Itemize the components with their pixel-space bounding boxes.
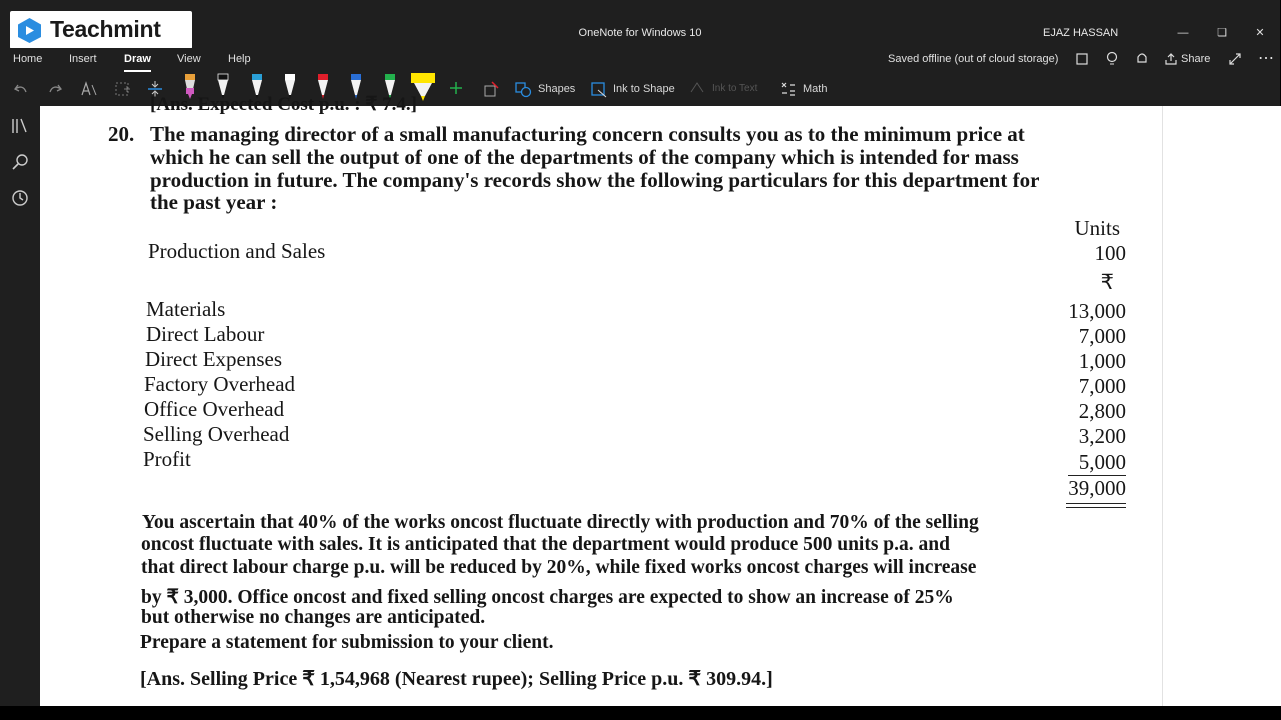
row-value-direct-expenses: 1,000 [1078,349,1126,373]
row-value-materials: 13,000 [1068,299,1126,323]
row-label-materials: Materials [146,297,226,321]
menu-bar [0,48,1280,72]
left-sidebar [0,106,40,706]
page-margin [1162,106,1281,706]
type-select-icon[interactable] [80,81,98,97]
lightbulb-icon[interactable] [1105,51,1119,67]
bell-icon[interactable] [1135,51,1149,67]
sync-status: Saved offline (out of cloud storage) [888,53,1059,65]
cut-top-line: [Ans. Expected Cost p.u. : ₹ 7.4.] [150,94,418,115]
closing-line-4: by ₹ 3,000. Office oncost and fixed selling oncost charges are expected to show an increase of 25% [141,587,954,608]
total-rule-double-2 [1066,507,1126,508]
production-label: Production and Sales [148,239,326,263]
ruler-eraser-icon[interactable] [482,80,500,98]
note-page[interactable] [40,94,1162,706]
scanned-document [40,94,1162,706]
math-icon[interactable] [779,80,797,98]
search-icon[interactable] [10,152,30,172]
notebooks-icon[interactable] [10,116,30,136]
menu-insert[interactable]: Insert [69,53,97,65]
para-line-1: The managing director of a small manufacturing concern consults you as to the minimum price at [150,122,1025,146]
ink-to-text-icon [689,80,707,98]
row-label-profit: Profit [143,447,191,471]
row-label-selling-overhead: Selling Overhead [143,422,290,446]
title-bar [0,0,1280,48]
ink-to-text-button: Ink to Text [712,83,758,94]
fullscreen-icon[interactable] [1228,52,1242,66]
menu-view[interactable]: View [177,53,201,65]
undo-icon[interactable] [13,82,29,96]
add-pen-icon[interactable] [449,81,463,95]
recent-icon[interactable] [10,188,30,208]
restore-icon[interactable]: ❏ [1217,27,1227,39]
closing-line-6: Prepare a statement for submission to your client. [140,632,554,653]
ink-to-shape-icon[interactable] [590,80,608,98]
answer-line: [Ans. Selling Price ₹ 1,54,968 (Nearest rupee); Selling Price p.u. ₹ 309.94.] [140,668,773,690]
row-label-factory-overhead: Factory Overhead [144,372,296,396]
row-value-profit: 5,000 [1078,450,1126,474]
math-button[interactable]: Math [803,83,828,95]
units-header: Units [1074,216,1120,240]
row-value-factory-overhead: 7,000 [1078,374,1126,398]
notebook-icon[interactable] [1075,52,1089,66]
share-icon[interactable] [1164,52,1178,66]
closing-line-3: that direct labour charge p.u. will be reduced by 20%, while fixed works oncost charges will increase [141,557,977,578]
bottom-edge [0,706,1280,720]
row-value-selling-overhead: 3,200 [1078,424,1126,448]
close-icon[interactable]: ✕ [1255,27,1265,39]
menu-help[interactable]: Help [228,53,251,65]
production-units: 100 [1094,241,1126,265]
closing-line-5: but otherwise no changes are anticipated. [141,607,486,628]
total-rule-double-1 [1066,503,1126,504]
para-line-2: which he can sell the output of one of the departments of the company which is intended for mass [150,145,1019,169]
row-value-office-overhead: 2,800 [1078,399,1126,423]
shapes-icon[interactable] [514,80,532,98]
para-line-3: production in future. The company's records show the following particulars for this department for [150,168,1040,192]
closing-line-2: oncost fluctuate with sales. It is anticipated that the department would produce 500 units p.a. and [141,534,950,555]
share-button[interactable]: Share [1181,53,1211,65]
total-value: 39,000 [1068,476,1126,500]
row-label-direct-expenses: Direct Expenses [145,347,283,371]
ink-to-shape-button[interactable]: Ink to Shape [613,83,675,95]
minimize-icon[interactable]: — [1177,27,1189,39]
more-options-icon[interactable]: ⋯ [1258,50,1274,67]
window-title: OneNote for Windows 10 [578,27,702,39]
redo-icon[interactable] [47,82,63,96]
row-label-office-overhead: Office Overhead [144,397,285,421]
logo-text: Teachmint [50,16,161,42]
closing-line-1: You ascertain that 40% of the works oncost fluctuate directly with production and 70% of the selling [142,512,979,533]
menu-draw[interactable]: Draw [124,53,151,65]
shapes-button[interactable]: Shapes [538,83,576,95]
currency-header: ₹ [1100,270,1114,294]
menu-home[interactable]: Home [13,53,43,65]
row-label-direct-labour: Direct Labour [146,322,265,346]
user-name[interactable]: EJAZ HASSAN [1043,27,1119,39]
para-line-4: the past year : [150,190,278,214]
row-value-direct-labour: 7,000 [1078,324,1126,348]
question-number: 20. [108,122,135,146]
lasso-select-icon[interactable] [114,81,132,97]
